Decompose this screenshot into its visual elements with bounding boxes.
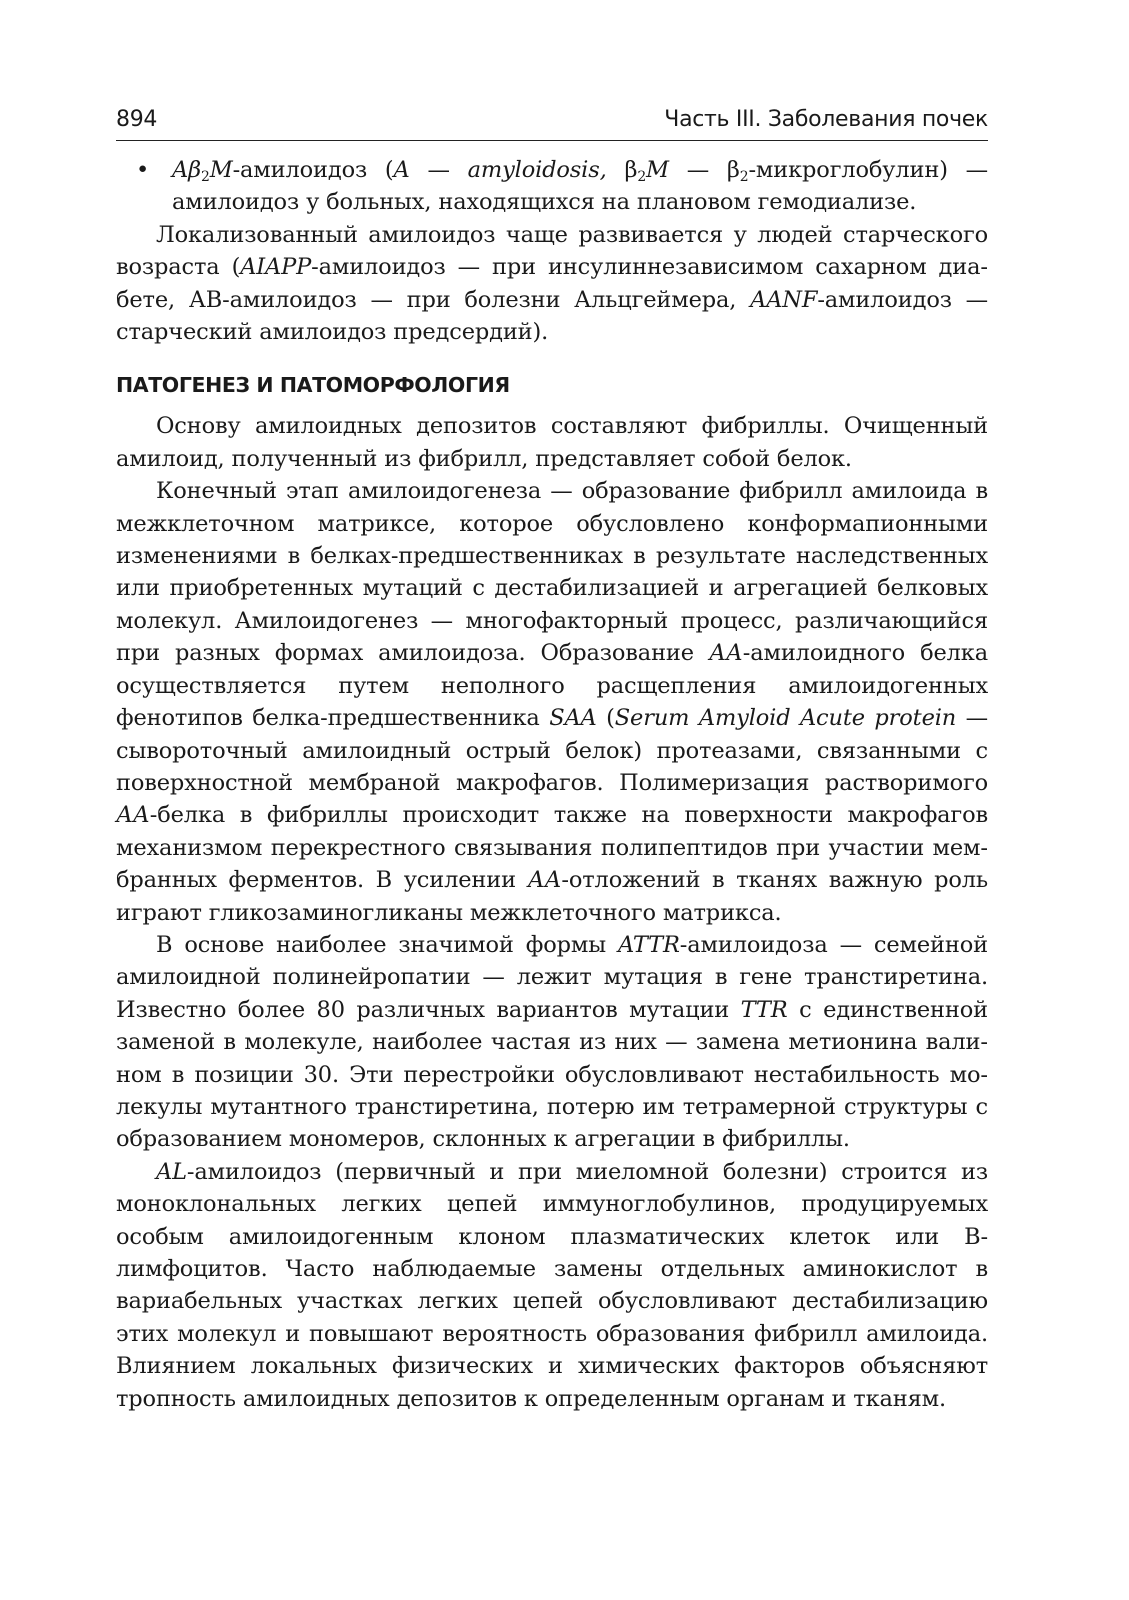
paragraph-attr-amyloidosis: В основе наиболее значимой формы ATTR-амилоидоза — семейной амилоидной полинейропатии — лежит мутация в гене транстиретина. Известно более 80 различных вариантов мутации TTR с единственной заменой в молекуле, наиболее частая из них — замена метионина валином в позиции 30. Эти перестройки обусловливают нестабильность молекулы мутантного транстиретина, потерю им тетрамерной структуры с образованием мономеров, склонных к агрегации в фибриллы. — [116, 931, 988, 1153]
chapter-title: Часть III. Заболевания почек — [664, 107, 988, 132]
list-item — [116, 154, 988, 219]
paragraph-al-amyloidosis: AL-амилоидоз (первичный и при миеломной болезни) строится из моноклональных легких цепей иммуноглобулинов, продуцируемых особым амилоидогенным клоном плазматических клеток или В-лимфоцитов. Часто наблюдаемые замены отдельных аминокислот в вариабельных участках легких цепей обусловливают дестабилизацию этих молекул и повышают вероятность образования фибрилл амилоида. Влиянием локальных физических и химических факторов объясняют тропность амилоидных депозитов к определенным органам и тканям. — [116, 1158, 988, 1412]
bullet-mark: • — [136, 157, 150, 183]
book-page — [116, 102, 988, 1415]
page-body — [116, 154, 988, 1415]
list-item-text: $A\beta_2M$-амилоидоз (A — amyloidosis, $\beta_2M$ — $\beta_2-микроглобулин$) — амилоидоз у больных, находящихся на плановом гемодиализе. — [172, 157, 988, 216]
page-number: 894 — [116, 107, 158, 132]
paragraph-fibrils: Основу амилоидных депозитов составляют фибриллы. Очищенный амилоид, полученный из фибрилл, представляет собой белок. — [116, 413, 988, 472]
section-heading: ПАТОГЕНЕЗ И ПАТОМОРФОЛОГИЯ — [116, 373, 510, 398]
running-header — [116, 102, 988, 141]
paragraph-amyloidogenesis: Конечный этап амилоидогенеза — образование фибрилл амилоида в межклеточном матриксе, которое обусловлено конформапионными изменениями в белках-предшественниках в результате наследственных или приобретенных мутаций с дестабилизацией и агрегацией белковых молекул. Амилоидогенез — многофакторный процесс, различающийся при разных формах амилоидоза. Образование АА-амилоидного белка осуществляется путем неполного расщепления амилоидогенных фенотипов белка-предшественника SAA (Serum Amyloid Acute protein — сывороточный амилоидный острый белок) протеазами, связанными с поверхностной мембраной макрофагов. Полимеризация растворимого АА-белка в фибриллы происходит также на поверхности макрофагов механизмом перекрестного связывания полипептидов при участии мембранных ферментов. В усилении АА-отложений в тканях важную роль играют гликозаминогликаны межклеточного матрикса. — [116, 478, 988, 926]
paragraph-localized-amyloidosis: Локализованный амилоидоз чаще развивается у людей старческого возраста (AIAPP-амилоидоз — при инсулиннезависимом сахарном диабете, АВ-амилоидоз — при болезни Альцгеймера, AANF-амилоидоз — старческий амилоидоз предсердий). — [116, 221, 989, 346]
